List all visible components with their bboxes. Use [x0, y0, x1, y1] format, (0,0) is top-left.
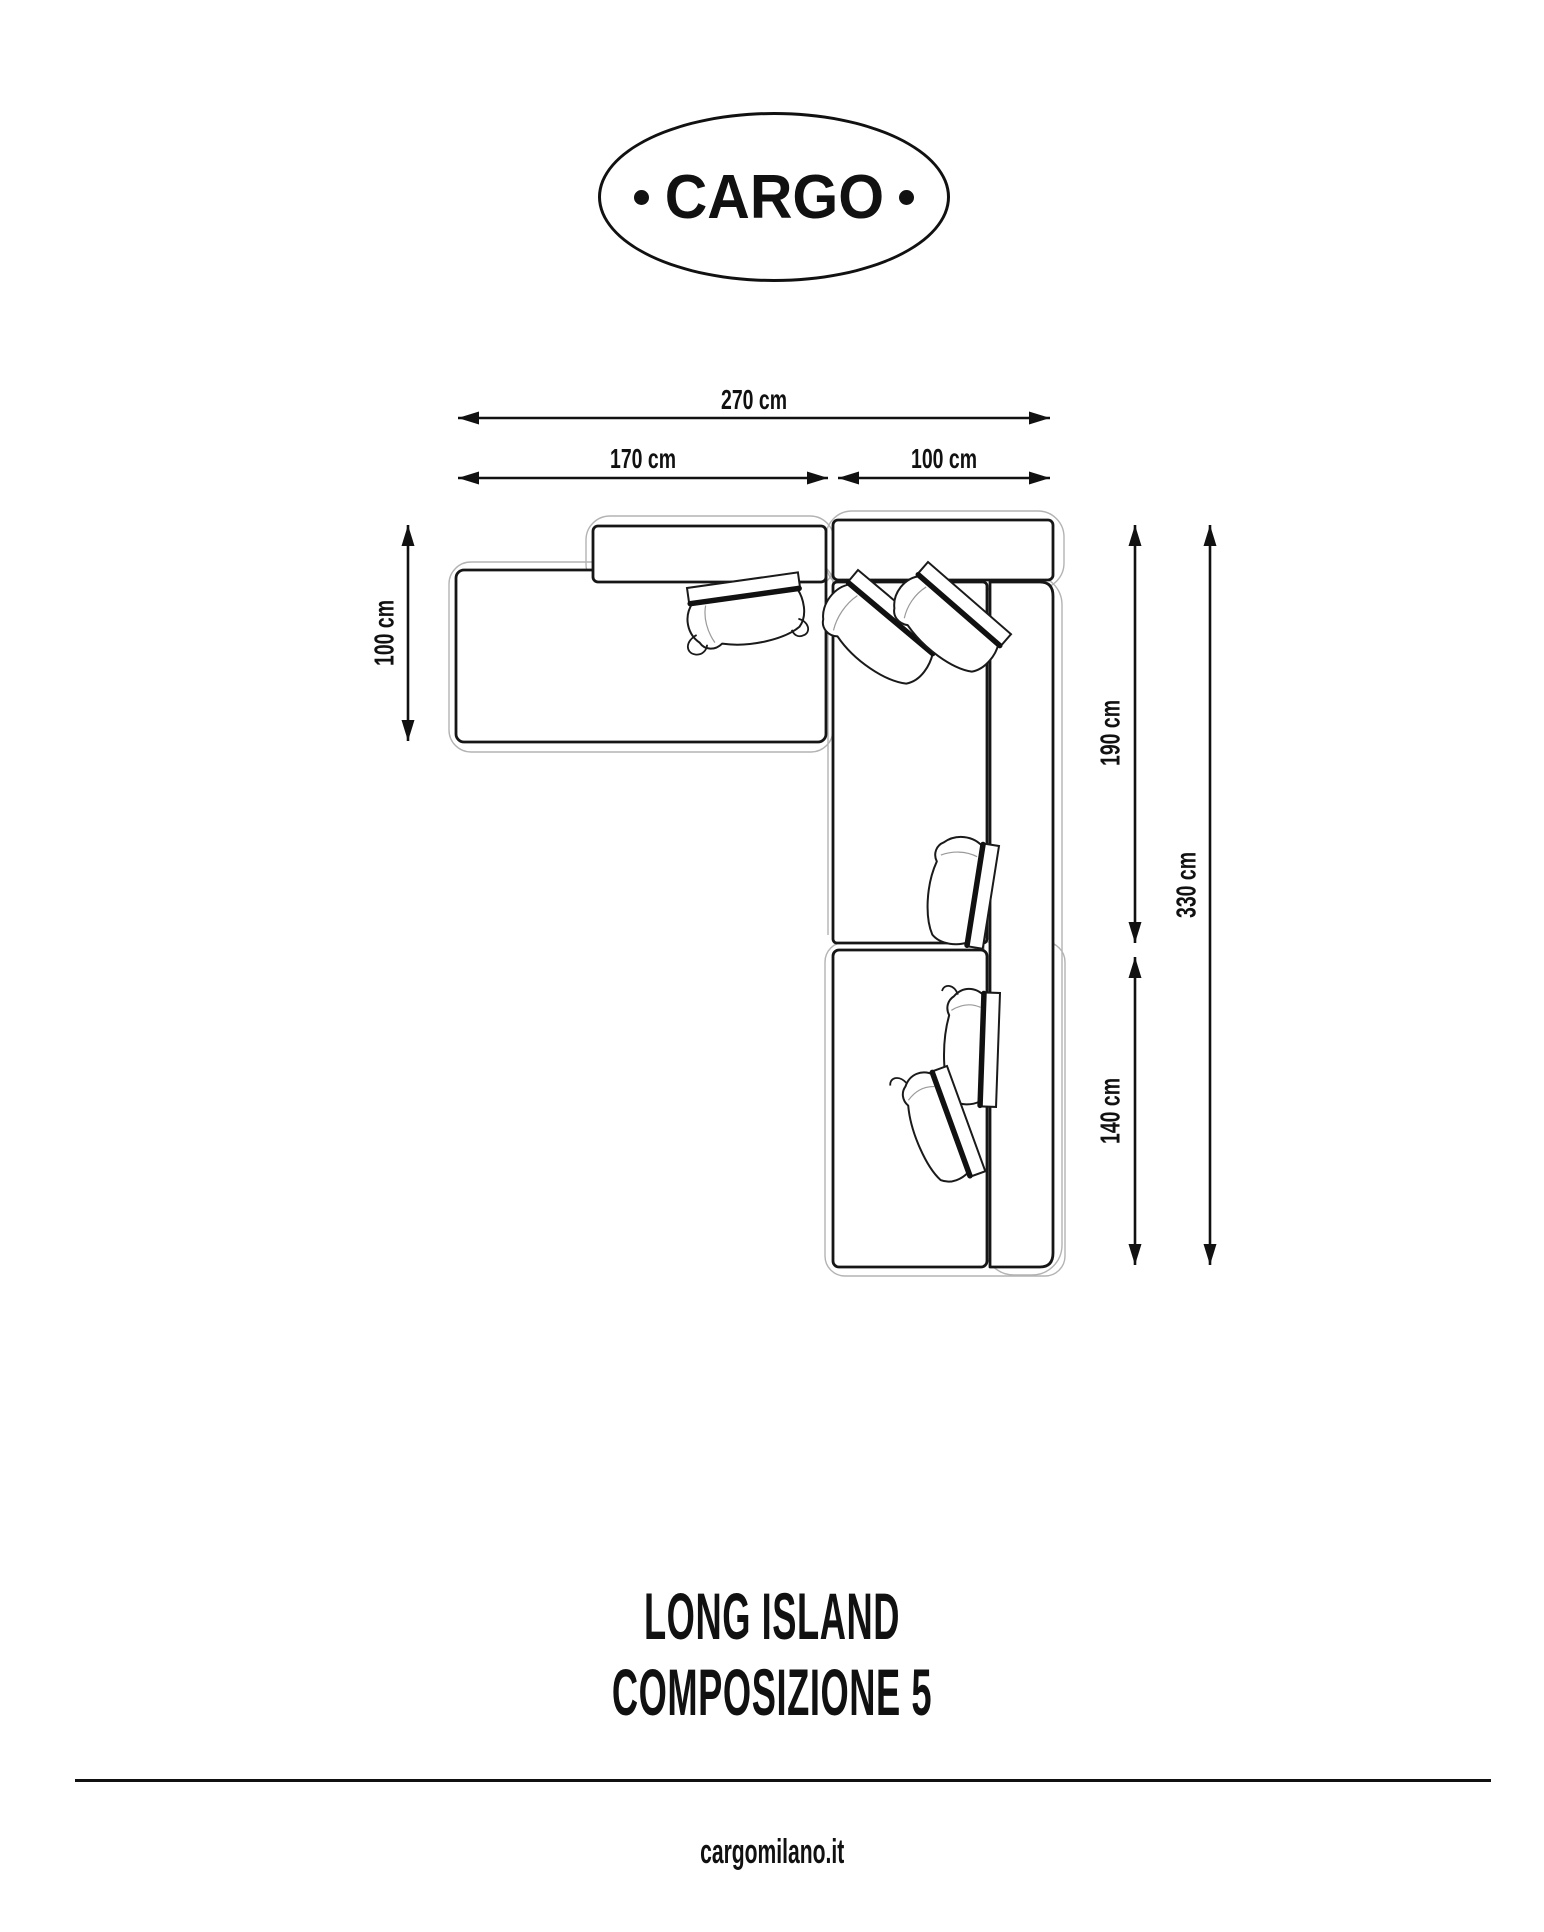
arrow-right-icon [807, 472, 828, 485]
right-backrest [833, 520, 1053, 580]
arrow-right-icon [1029, 472, 1050, 485]
dim-left-depth-label: 100 cm [368, 571, 400, 666]
dim-right-upper [1094, 525, 1141, 943]
footer-website: cargomilano.it [699, 1833, 845, 1871]
arrow-up-icon [1204, 525, 1217, 546]
arrow-left-icon [838, 472, 859, 485]
dim-right-width [838, 443, 1050, 485]
dim-right-total-label: 330 cm [1170, 823, 1202, 918]
dim-total-width [458, 384, 1050, 425]
right-armrest [990, 582, 1053, 1267]
dim-right-total [1170, 525, 1216, 1265]
arrow-down-icon [1204, 1244, 1217, 1265]
dim-total-width-label: 270 cm [721, 384, 787, 415]
arrow-right-icon [1029, 412, 1050, 425]
dim-left-width [458, 443, 828, 485]
product-name: LONG ISLAND [643, 1579, 901, 1653]
dim-right-width-label: 100 cm [911, 443, 977, 474]
arrow-left-icon [458, 472, 479, 485]
page-footer [0, 1832, 1544, 1872]
arrow-down-icon [1129, 922, 1142, 943]
arrow-down-icon [1129, 1244, 1142, 1265]
dim-right-lower-label: 140 cm [1094, 1049, 1126, 1144]
dim-right-lower [1094, 957, 1141, 1265]
product-title [0, 1578, 1544, 1730]
arrow-down-icon [402, 720, 415, 741]
logo-brand-text: CARGO [664, 162, 884, 232]
dim-left-depth [368, 525, 414, 741]
divider-rule [75, 1779, 1491, 1782]
arrow-left-icon [458, 412, 479, 425]
arrow-up-icon [1129, 957, 1142, 978]
dim-left-width-label: 170 cm [610, 443, 676, 474]
arrow-up-icon [1129, 525, 1142, 546]
composition-name: COMPOSIZIONE 5 [611, 1655, 933, 1729]
dim-right-upper-label: 190 cm [1094, 671, 1126, 766]
arrow-up-icon [402, 525, 415, 546]
